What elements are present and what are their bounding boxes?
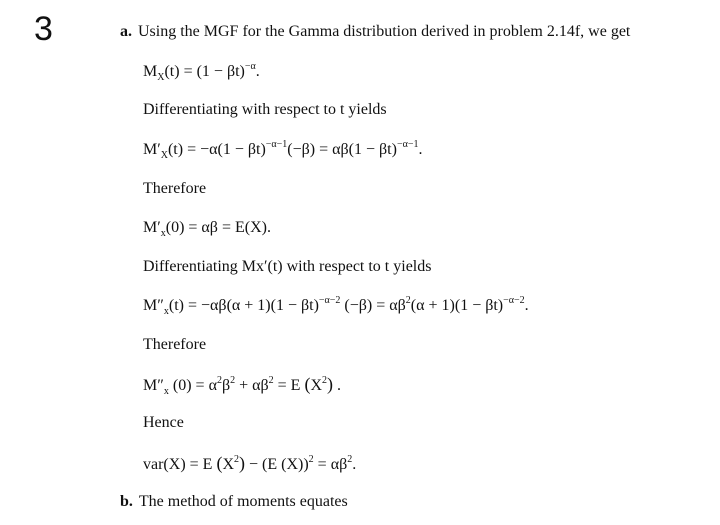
part-b-text: The method of moments equates	[138, 493, 348, 510]
part-a-intro-line	[120, 22, 630, 42]
text-hence: Hence	[143, 414, 184, 431]
part-b-label: b.	[120, 493, 133, 510]
equation-first-derivative: $M'_X(t) = -\alpha(1 - \beta t)^{-\alpha-1}(-\beta) = \alpha\beta(1 - \beta t)^{-\alpha-1}$.	[143, 138, 423, 162]
text-differentiating-1: Differentiating with respect to t yields	[143, 101, 387, 118]
text-therefore-2: Therefore	[143, 336, 207, 353]
equation-second-moment: $M''_x$ $(0) = \alpha^2\beta^2 + \alpha\beta^2 = E$ $(X^2)$ .	[143, 374, 341, 398]
equation-second-derivative: $M''_x(t) = -\alpha\beta(\alpha + 1)(1 - \beta t)^{-\alpha-2}$ $(-\beta) = \alpha\beta^2(\alpha + 1)(1 - \beta t)^{-\alpha-2}$.	[143, 294, 529, 318]
problem-number: 3	[34, 10, 53, 48]
part-b-line	[120, 492, 348, 512]
part-a-intro-text: Using the MGF for the Gamma distribution derived in problem 2.14f, we get	[138, 23, 631, 40]
equation-variance: var(X) = E $(X^2) - (E$ $(X))^2 = \alpha\beta^2$.	[143, 453, 357, 473]
equation-first-moment: $M'_x(0) = \alpha\beta = E(X)$.	[143, 219, 271, 240]
equation-mgf: $M_X(t) = (1 - \beta t)^{-\alpha}$.	[143, 60, 260, 84]
text-differentiating-2: Differentiating Mx′(t) with respect to t yields	[143, 258, 432, 275]
part-a-label: a.	[120, 23, 132, 40]
text-therefore-1: Therefore	[143, 180, 207, 197]
